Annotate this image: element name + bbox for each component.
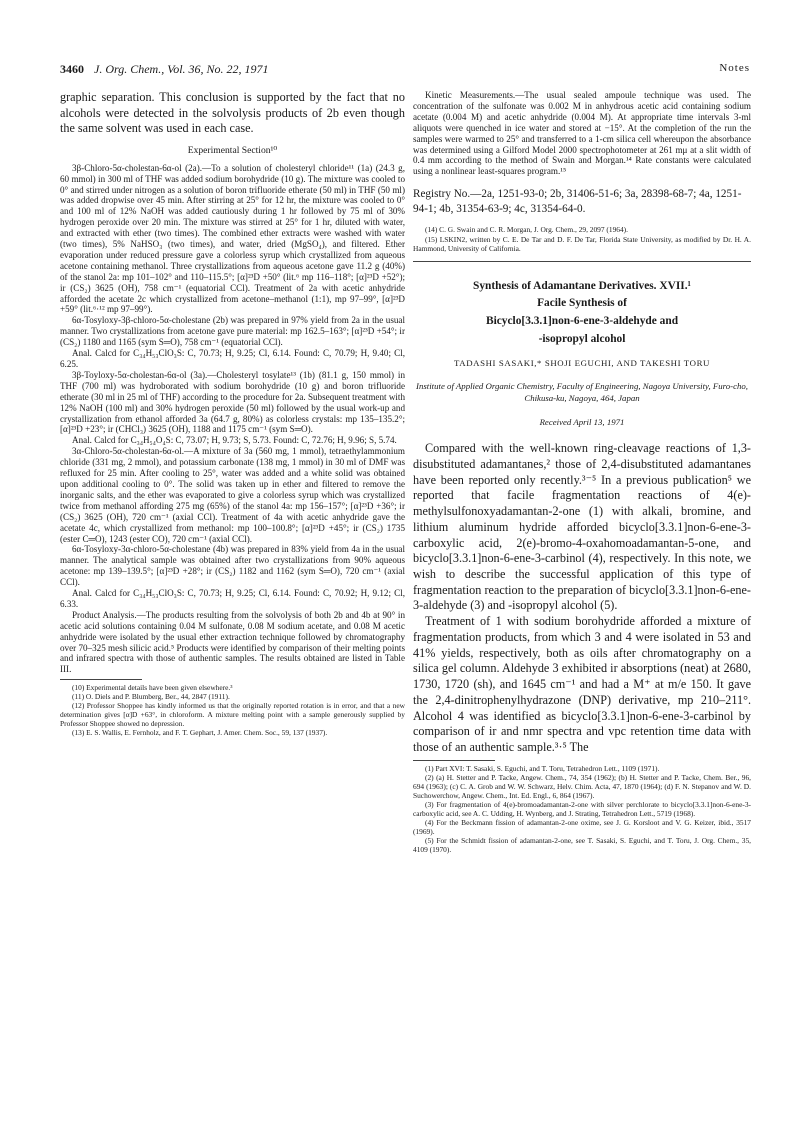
kinetic-paragraph: Kinetic Measurements.—The usual sealed ampoule technique was used. The concentration of the sulfonate was 0.002 M in anhydrous acetic acid containing sodium acetate (0.004 M) and acetic anhydride (0.004 M). At appropriate time intervals 3-ml aliquots were quenched in ice water and stored at −15°. At the completion of the run the samples were warmed to 25° and transferred to a 1-cm silica cell whereupon the absorbance was determined using a Gilford Model 2000 spectrophotometer at 261 mμ at a slit width of 0.4 mm according to the method of Swain and Morgan.¹⁴ Rate constants were calculated using a nonlinear least-squares program.¹⁵ [413, 90, 751, 177]
authors: TADASHI SASAKI,* SHOJI EGUCHI, AND TAKESHI TORU [453, 358, 710, 369]
footnote: (15) LSKIN2, written by C. E. De Tar and D. F. De Tar, Florida State University, as modified by Dr. H. A. Hammond, University of California. [413, 234, 751, 253]
article-title [413, 278, 751, 349]
article-divider [413, 261, 751, 262]
footnote: (14) C. G. Swain and C. R. Morgan, J. Org. Chem., 29, 2097 (1964). [425, 225, 628, 235]
institution: Institute of Applied Organic Chemistry, Faculty of Engineering, Nagoya University, Furo-cho, Chikusa-ku, Nagoya, 464, Japan [416, 380, 748, 403]
intro-paragraph: graphic separation. This conclusion is supported by the fact that no alcohols were detected in the solvolysis products of 2b even though the same solvent was used in each case. [60, 90, 405, 136]
title-line: Bicyclo[3.3.1]non-6-ene-3-aldehyde and [485, 314, 679, 327]
running-head [60, 62, 269, 77]
footnote-rule [413, 760, 495, 761]
experimental-paragraph: 6α-Tosyloxy-3β-chloro-5α-cholestane (2b) was prepared in 97% yield from 2a in the usual manner. Two crystallizations from acetone gave pure material: mp 162.5–163°; [α]²³D +54°; ir (CS₂) 1180 and 1165 (sym S═O), 758 cm⁻¹ (equatorial CCl). [60, 315, 405, 348]
footnote: (10) Experimental details have been given elsewhere.³ [72, 683, 233, 693]
footnote: (1) Part XVI: T. Sasaki, S. Eguchi, and T. Toru, Tetrahedron Lett., 1109 (1971). [425, 763, 660, 773]
product-analysis-paragraph: Product Analysis.—The products resulting from the solvolysis of both 2b and 4b at 90° in acetic acid solutions containing 0.04 M sulfonate, 0.08 M sodium acetate, and 0.08 M acetic anhydride were isolated by the usual ether extraction technique followed by chromatography over 70–325 mesh silicic acid.⁵ Products were identified by comparison of their melting points and infrared spectra with those of authentic samples. The results obtained are listed in Table III. [60, 609, 405, 675]
body-paragraph: Compared with the well-known ring-cleavage reactions of 1,3-disubstituted adamantanes,² those of 2,4-disubstituted adamantanes have been reported only recently.³⁻⁵ In a previous publication⁵ we reported that facile fragmentation reactions of 4(e)-methylsulfonoxyadamantan-2-one (1) with alkali, bromine, and lithium aluminum hydride afforded bicyclo[3.3.1]non-6-ene-3-carboxylic acid, 2(e)-bromo-4-oxahomoadamantan-5-one, and bicyclo[3.3.1]non-6-ene-3-carbinol (4), respectively. In this note, we wish to describe the successful application of this type of fragmentation reaction to the preparation of bicyclo[3.3.1]non-6-ene-3-aldehyde (3) and -isopropyl alcohol (5). [413, 441, 751, 613]
body-paragraph: Treatment of 1 with sodium borohydride afforded a mixture of fragmentation products, from which 3 and 4 were isolated in 53 and 41% yields, respectively, both as oils after chromatography on a silica gel column. Aldehyde 3 exhibited ir absorptions (neat) at 2680, 1730, 1720 (sh), and 1645 cm⁻¹ and had a M⁺ at m/e 150. It gave the 2,4-dinitrophenylhydrazone (DNP) derivative, mp 210–211°. Alcohol 4 was identified as bicyclo[3.3.1]non-6-ene-3-carbinol by comparison of ir and nmr spectra and vpc retention time data with those of an authentic sample.³·⁵ The [413, 614, 751, 755]
analysis-paragraph: Anal. Calcd for C₃₄H₅₃ClO₃S: C, 70.73; H, 9.25; Cl, 6.14. Found: C, 70.92; H, 9.12; Cl, 6.33. [60, 588, 405, 609]
registry-numbers: Registry No.—2a, 1251-93-0; 2b, 31406-51-6; 3a, 28398-68-7; 4a, 1251-94-1; 4b, 31354-63-9; 4c, 31354-64-0. [413, 188, 742, 216]
footnote: (4) For the Beckmann fission of adamantan-2-one oxime, see J. G. Korsloot and V. G. Keizer, ibid., 3517 (1969). [413, 817, 751, 836]
footnote: (11) O. Diels and P. Blumberg, Ber., 44, 2847 (1911). [72, 692, 230, 702]
footnote: (5) For the Schmidt fission of adamantan-2-one, see T. Sasaki, S. Eguchi, and T. Toru, J. Org. Chem., 35, 4109 (1970). [413, 836, 751, 855]
experimental-heading: Experimental Section¹⁰ [187, 145, 278, 157]
experimental-paragraph: 6α-Tosyloxy-3α-chloro-5α-cholestane (4b) was prepared in 83% yield from 4a in the usual manner. The analytical sample was obtained after two crystallizations from 90% aqueous acetone: mp 139–139.5°; [α]²³D +28°; ir (CS₂) 1182 and 1162 (sym S═O), 720 cm⁻¹ (axial CCl). [60, 544, 405, 588]
footnote: (12) Professor Shoppee has kindly informed us that the originally reported rotation is in error, and that a new determination gives [α]D +63°, in chloroform. A mixture melting point with a sample generously supplied by Professor Shoppee showed no depression. [60, 701, 405, 729]
experimental-paragraph: 3β-Chloro-5α-cholestan-6α-ol (2a).—To a solution of cholesteryl chloride¹¹ (1a) (24.3 g, 60 mmol) in 300 ml of THF was added sodium borohydride (10 g). The mixture was cooled to 0° and stirred under nitrogen as a solution of boron trifluoride etherate (50 ml) in THF (50 ml) was added dropwise over 45 min. After stirring at 25° for 12 hr, the mixture was cooled to 0° and 100 ml of 12% NaOH was added cautiously during 1 hr followed by 75 ml of 30% hydrogen peroxide over 20 min. The mixture was stirred at 25° for 1 hr, diluted with water, and extracted with ether (two times). The combined ether extracts were washed with water (two times), 5% NaHSO₃ (two times), and water, dried (MgSO₄), and filtered. Ether evaporation under reduced pressure gave a colorless syrup which crystallized from aqueous acetone containing methanol. Three crystallizations from aqueous acetone gave 11.2 g (40%) of the stanol 2a: mp 101–102° and 110–115.5°; [α]²³D +50° (lit.⁶ mp 116–118°; [α]²³D +52°); ir (CS₂) 3625 (OH), 758 cm⁻¹ (equatorial CCl). Treatment of 2a with acetic anhydride afforded the acetate 2c which crystallized from acetone–methanol (1:1), mp 97–99°, [α]²³D +59° (lit.⁶·¹² mp 97–99°). [60, 162, 405, 315]
footnote-rule [60, 679, 142, 680]
journal-citation: J. Org. Chem., Vol. 36, No. 22, 1971 [94, 62, 269, 76]
right-column [413, 90, 751, 854]
analysis-paragraph: Anal. Calcd for C₃₄H₅₃ClO₃S: C, 70.73; H, 9.25; Cl, 6.14. Found: C, 70.79; H, 9.40; Cl, 6.25. [60, 348, 405, 370]
footnotes-bottom [413, 764, 751, 854]
footnotes-left [60, 683, 405, 737]
left-column [60, 90, 405, 737]
page-header [60, 62, 750, 80]
title-line: -isopropyl alcohol [538, 332, 626, 345]
section-label: Notes [719, 62, 750, 74]
title-line: Facile Synthesis of [537, 297, 627, 310]
footnote: (2) (a) H. Stetter and P. Tacke, Angew. Chem., 74, 354 (1962); (b) H. Stetter and P. Tacke, Chem. Ber., 96, 694 (1963); (c) C. A. Grob and W. W. Schwarz, Helv. Chim. Acta, 47, 1870 (1964); (d) F. N. Stepanov and W. D. Suchowerchow, Angew. Chem., Int. Ed. Engl., 6, 864 (1967). [413, 772, 751, 800]
analysis-paragraph: Anal. Calcd for C₃₄H₅₄O₄S: C, 73.07; H, 9.73; S, 5.73. Found: C, 72.76; H, 9.96; S, 5.74. [72, 435, 397, 446]
footnote: (3) For fragmentation of 4(e)-bromoadamantan-2-one with silver perchlorate to bicyclo[3.3.1]non-6-ene-3-carboxylic acid, see A. C. Udding, H. Wynberg, and J. Strating, Tetrahedron Lett., 5719 (1968). [413, 799, 751, 818]
footnotes-top [413, 225, 751, 252]
title-line: Synthesis of Adamantane Derivatives. XVII.¹ [473, 279, 691, 292]
page-number: 3460 [60, 62, 84, 76]
footnote: (13) E. S. Wallis, E. Fernholz, and F. T. Gephart, J. Amer. Chem. Soc., 59, 137 (1937). [72, 728, 328, 738]
received-date: Received April 13, 1971 [539, 416, 625, 427]
experimental-paragraph: 3β-Toyloxy-5α-cholestan-6α-ol (3a).—Cholesteryl tosylate¹³ (1b) (81.1 g, 150 mmol) in THF (700 ml) was hydroborated with sodium borohydride (10 g) and boron trifluoride etherate (30 ml in 25 ml of THF) according to the procedure for 2a. Subsequent treatment with 12% NaOH (100 ml) and 30% hydrogen peroxide (50 ml) followed by the usual work-up and crystallization from ethanol afforded 3a (64.7 g, 80%) as colorless crystals: mp 135–135.2°; [α]²³D +23°; ir (CHCl₃) 3625 (OH), 1188 and 1175 cm⁻¹ (sym S═O). [60, 369, 405, 435]
experimental-paragraph: 3α-Chloro-5α-cholestan-6α-ol.—A mixture of 3a (560 mg, 1 mmol), tetraethylammonium chloride (331 mg, 2 mmol), and potassium carbonate (138 mg, 1 mmol) in 30 ml of DMF was refluxed for 25 min. After cooling to 25°, water was added and a white solid was obtained upon additional cooling to 0°. The solid was taken up in ether and filtered to remove the inorganic salts, and the ether was evaporated to give a colorless syrup which was crystallized twice from methanol affording 275 mg (65%) of the stanol 4a: mp 156–157°; [α]²³D +36°; ir (CS₂) 3625 (OH), 720 cm⁻¹ (axial CCl). Treatment of 4a with acetic anhydride gave the acetate 4c, which crystallized from methanol: mp 100–100.8°; [α]²³D +45°; ir (CS₂) 1735 (ester C═O), 1243 (ester CO), 720 cm⁻¹ (axial CCl). [60, 446, 405, 544]
